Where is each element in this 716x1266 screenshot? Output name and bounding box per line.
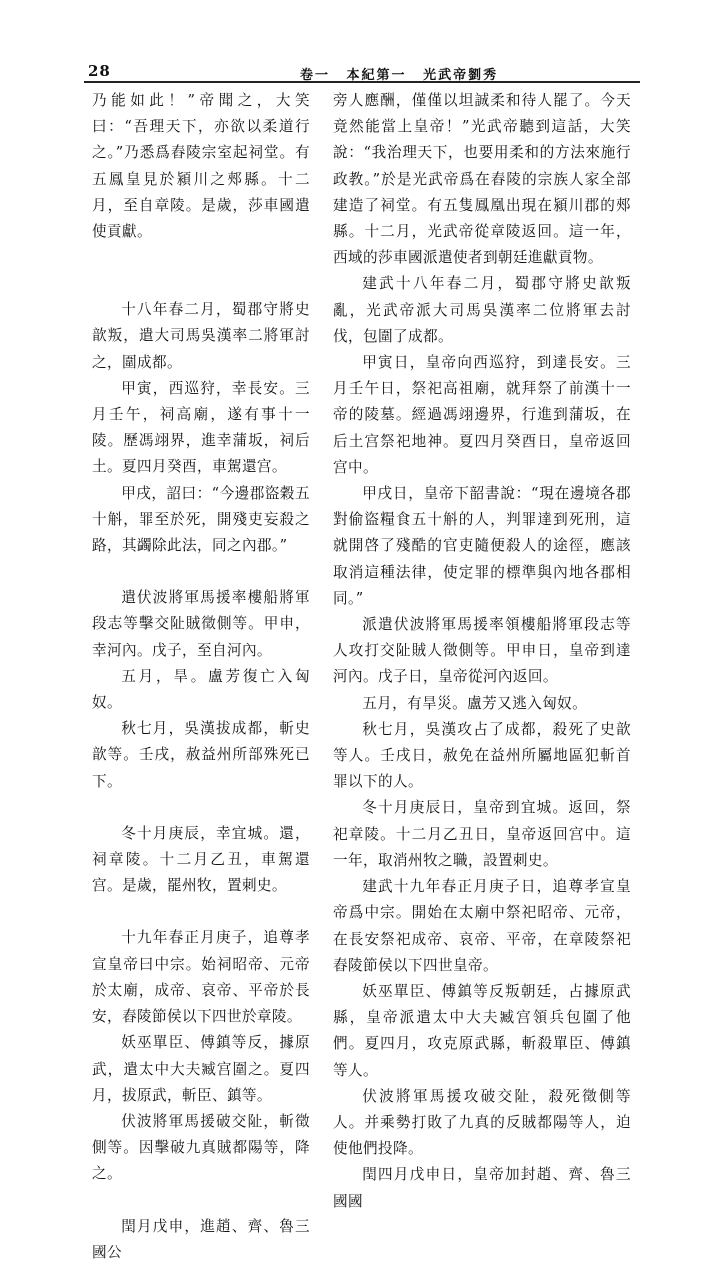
translation-paragraph: 五月，有旱災。盧芳又逃入匈奴。 (362, 694, 588, 712)
header-rule (84, 81, 640, 83)
page-header (0, 0, 716, 88)
classical-paragraph: 妖巫單臣、傅鎮等反，據原武，遣太中大夫臧宫圍之。夏四月，拔原武，斬臣、鎮等。 (92, 1034, 310, 1104)
section-label: 本紀第一 (346, 68, 407, 83)
title-label: 光武帝劉秀 (423, 68, 499, 83)
classical-paragraph: 伏波將軍馬援破交阯，斬徵側等。因擊破九真賊都陽等，降之。 (92, 1112, 310, 1183)
classical-paragraph: 甲寅，西巡狩，幸長安。三月壬午，祠高廟，遂有事十一陵。歷馮翊界，進幸蒲坂，祠后土。夏四月癸酉，車駕還宫。 (92, 379, 310, 476)
classical-paragraph: 閏月戊申，進趙、齊、魯三國公 (92, 1217, 310, 1261)
translation-paragraph: 閏四月戊申日，皇帝加封趙、齊、魯三國國 (333, 1166, 631, 1210)
classical-paragraph: 甲戌，詔曰：“今邊郡盜穀五十斛，罪至於死，開殘吏妄殺之路，其蠲除此法，同之內郡。” (92, 484, 310, 555)
classical-paragraph: 乃能如此！”帝聞之，大笑曰：“吾理天下，亦欲以柔道行之。”乃悉爲舂陵宗室起祠堂。有五鳳皇見於潁川之郟縣。十二月，至自章陵。是歲，莎車國遣使貢獻。 (92, 92, 310, 241)
translation-paragraph: 甲寅日，皇帝向西巡狩，到達長安。三月壬午日，祭祀高祖廟，就拜祭了前漢十一帝的陵墓。經過馮翊邊界，行進到蒲坂，在后土宫祭祀地神。夏四月癸酉日，皇帝返回宫中。 (333, 354, 631, 476)
translation-paragraph: 妖巫單臣、傅鎮等反叛朝廷，占據原武縣，皇帝派遣太中大夫臧宫領兵包圍了他們。夏四月，攻克原武縣，斬殺單臣、傅鎮等人。 (333, 982, 631, 1079)
page-number: 28 (88, 62, 111, 80)
translation-paragraph: 冬十月庚辰日，皇帝到宜城。返回，祭祀章陵。十二月乙丑日，皇帝返回宫中。這一年，取消州牧之職，設置刺史。 (333, 799, 631, 869)
translation-paragraph: 建武十九年春正月庚子日，追尊孝宣皇帝爲中宗。開始在太廟中祭祀昭帝、元帝，在長安祭祀成帝、哀帝、平帝，在章陵祭祀舂陵節侯以下四世皇帝。 (333, 878, 631, 974)
classical-paragraph: 遣伏波將軍馬援率樓船將軍段志等擊交阯賊徵側等。甲申，幸河內。戊子，至自河內。 (92, 589, 310, 659)
classical-paragraph: 十九年春正月庚子，追尊孝宣皇帝曰中宗。始祠昭帝、元帝於太廟，成帝、哀帝、平帝於長安，舂陵節侯以下四世於章陵。 (92, 929, 310, 1026)
translation-column (333, 88, 631, 1215)
translation-paragraph: 建武十八年春二月，蜀郡守將史歆叛亂，光武帝派大司馬吳漢率二位將軍去討伐，包圍了成都。 (333, 275, 631, 345)
translation-paragraph: 秋七月，吳漢攻占了成都，殺死了史歆等人。壬戌日，赦免在益州所屬地區犯斬首罪以下的人。 (333, 720, 631, 791)
classical-text-column (92, 88, 310, 1266)
classical-paragraph: 冬十月庚辰，幸宜城。還，祠章陵。十二月乙丑，車駕還宫。是歲，罷州牧，置刺史。 (92, 824, 310, 895)
translation-paragraph: 伏波將軍馬援攻破交阯，殺死徵側等人。并乘勢打敗了九真的反賊都陽等人，迫使他們投降。 (333, 1087, 631, 1158)
classical-paragraph: 秋七月，吳漢拔成都，斬史歆等。壬戌，赦益州所部殊死已下。 (92, 720, 310, 790)
translation-paragraph: 派遣伏波將軍馬援率領樓船將軍段志等人攻打交阯賊人徵側等。甲申日，皇帝到達河內。戊子日，皇帝從河內返回。 (333, 616, 631, 686)
translation-paragraph: 旁人應酬，僅僅以坦誠柔和待人罷了。今天竟然能當上皇帝！”光武帝聽到這話，大笑說：“我治理天下，也要用柔和的方法來施行政教。”於是光武帝爲在舂陵的宗族人家全部建造了祠堂。有五隻鳳凰出現在潁川郡的郟縣。十二月，光武帝從章陵返回。這一年，西域的莎車國派遣使者到朝廷進獻貢物。 (333, 92, 631, 267)
chapter-label: 卷一 (300, 68, 331, 83)
classical-paragraph: 五月，旱。盧芳復亡入匈奴。 (92, 667, 310, 712)
classical-paragraph: 十八年春二月，蜀郡守將史歆叛，遣大司馬吳漢率二將軍討之，圍成都。 (92, 301, 310, 371)
translation-paragraph: 甲戌日，皇帝下韶書說：“現在邊境各郡對偷盜糧食五十斛的人，判罪達到死刑，這就開啓了殘酷的官吏隨便殺人的途徑，應該取消這種法律，使定罪的標準與內地各郡相同。” (333, 485, 631, 607)
